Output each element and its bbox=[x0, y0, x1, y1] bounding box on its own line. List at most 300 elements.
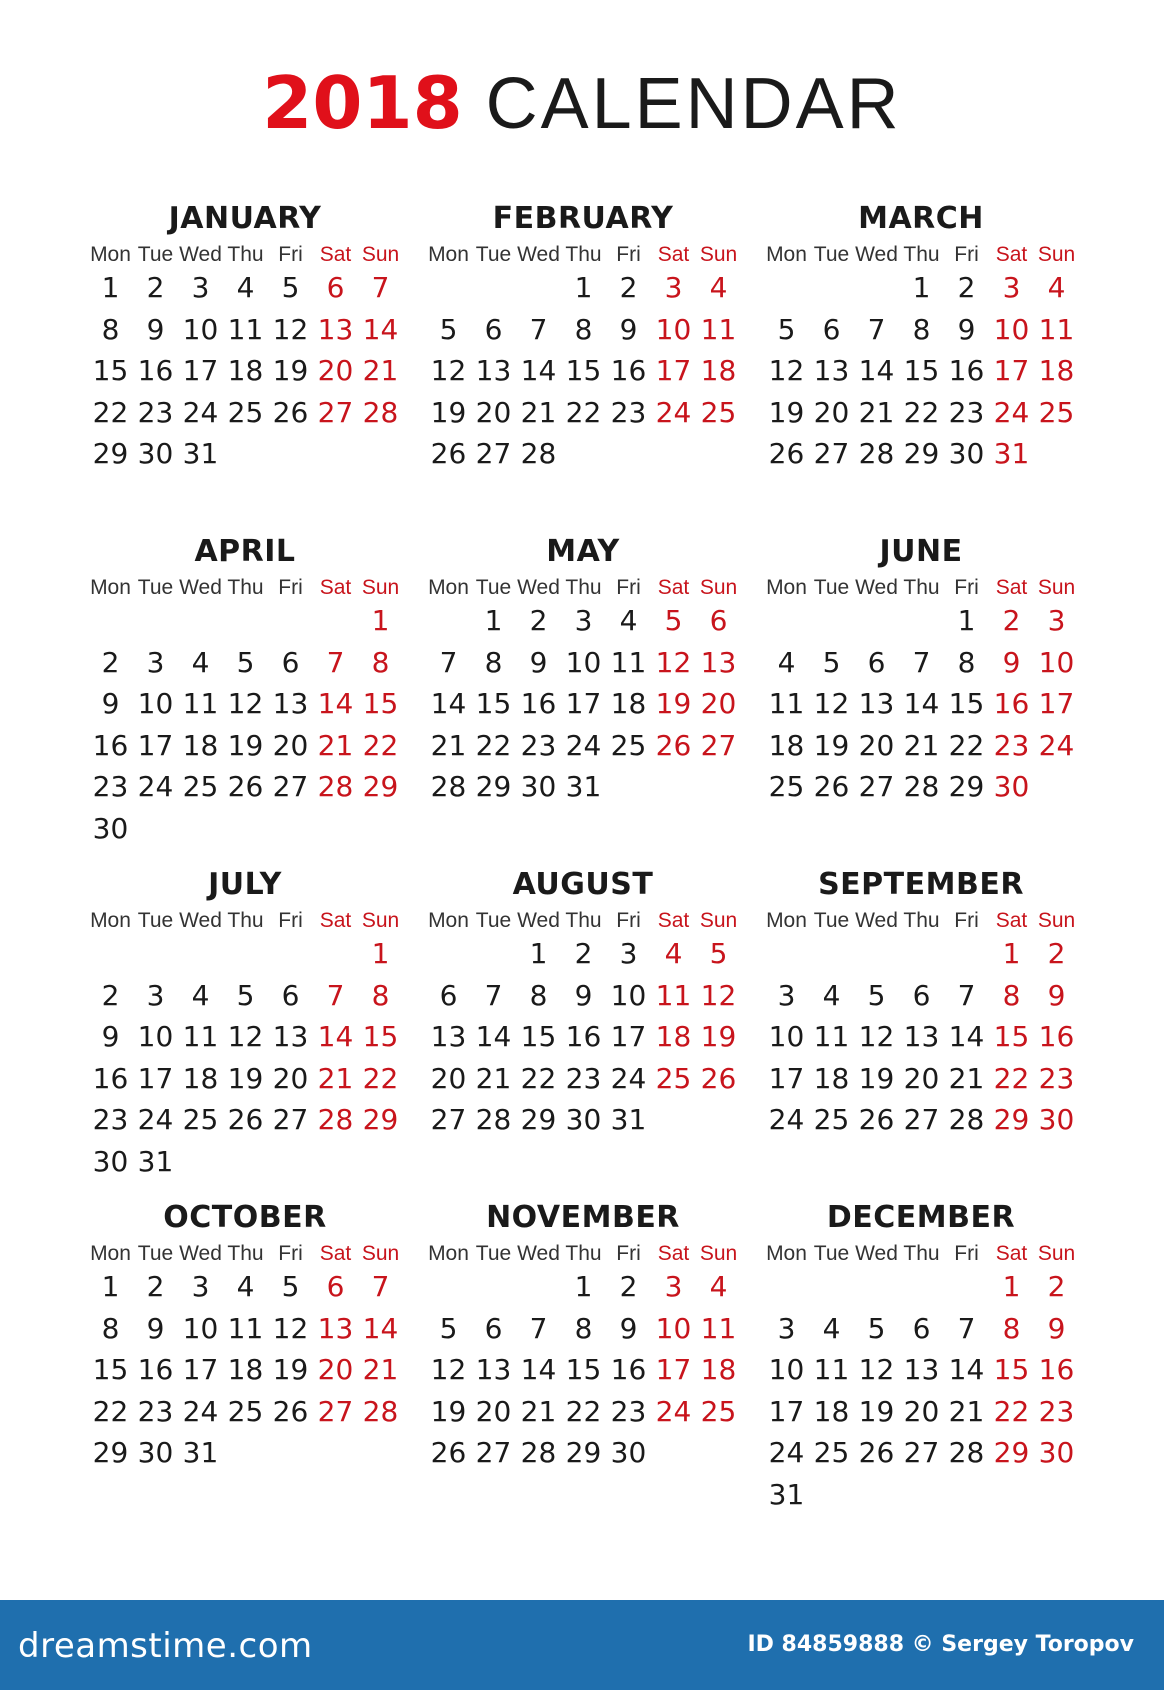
day-cell: 30 bbox=[137, 1436, 174, 1469]
day-cell: 26 bbox=[768, 437, 805, 470]
day-cell: 18 bbox=[700, 354, 737, 387]
page-title bbox=[0, 58, 1164, 149]
weekday-header-fri: Fri bbox=[278, 243, 303, 266]
day-cell: 18 bbox=[182, 1061, 219, 1095]
day-cell: 20 bbox=[317, 1353, 354, 1386]
day-cell: 21 bbox=[520, 395, 557, 429]
day-cell: 9 bbox=[146, 312, 165, 346]
day-cell: 15 bbox=[993, 1353, 1030, 1386]
day-cell: 3 bbox=[146, 645, 165, 679]
weekday-header-wed: Wed bbox=[517, 909, 560, 932]
day-cell: 16 bbox=[137, 1353, 174, 1386]
month-name: NOVEMBER bbox=[486, 1200, 680, 1235]
day-cell: 29 bbox=[993, 1103, 1030, 1136]
day-cell: 8 bbox=[574, 312, 593, 346]
day-cell: 14 bbox=[520, 354, 557, 387]
day-cell: 5 bbox=[777, 312, 796, 346]
day-cell: 4 bbox=[822, 978, 841, 1012]
weekday-header-mon: Mon bbox=[766, 576, 807, 599]
day-cell: 30 bbox=[92, 811, 129, 845]
weekday-header-sun: Sun bbox=[1037, 1242, 1076, 1265]
day-cell: 23 bbox=[610, 1394, 647, 1428]
day-cell: 11 bbox=[610, 645, 647, 679]
day-cell: 8 bbox=[484, 645, 503, 679]
day-cell: 22 bbox=[92, 395, 129, 429]
day-cell: 25 bbox=[655, 1061, 692, 1095]
day-cell: 11 bbox=[227, 312, 264, 346]
day-cell: 28 bbox=[317, 770, 354, 803]
month-april bbox=[88, 533, 402, 863]
day-cell: 17 bbox=[655, 354, 692, 387]
day-cell: 18 bbox=[813, 1061, 850, 1095]
day-cell: 9 bbox=[574, 978, 593, 1012]
day-cell: 10 bbox=[565, 645, 602, 679]
day-cell: 31 bbox=[182, 437, 219, 470]
day-cell: 4 bbox=[236, 1270, 255, 1303]
day-cell: 6 bbox=[867, 645, 886, 679]
day-cell: 8 bbox=[371, 645, 390, 679]
day-cell: 11 bbox=[700, 312, 737, 346]
weekday-header-sun: Sun bbox=[361, 576, 400, 599]
day-cell: 8 bbox=[529, 978, 548, 1012]
day-cell: 13 bbox=[475, 354, 512, 387]
weekday-header-tue: Tue bbox=[813, 576, 850, 599]
day-cell: 16 bbox=[610, 1353, 647, 1386]
weekday-header-tue: Tue bbox=[813, 243, 850, 266]
day-cell: 26 bbox=[227, 770, 264, 803]
day-cell: 11 bbox=[700, 1311, 737, 1345]
day-cell: 29 bbox=[362, 1103, 399, 1136]
day-cell: 2 bbox=[1002, 604, 1021, 637]
day-cell: 12 bbox=[272, 312, 309, 346]
weekday-header-sat: Sat bbox=[319, 909, 352, 932]
day-cell: 27 bbox=[858, 770, 895, 803]
day-cell: 26 bbox=[227, 1103, 264, 1136]
day-cell: 7 bbox=[326, 978, 345, 1012]
day-cell: 30 bbox=[993, 770, 1030, 803]
day-cell: 28 bbox=[475, 1103, 512, 1136]
day-cell: 20 bbox=[858, 728, 895, 762]
day-cell: 16 bbox=[137, 354, 174, 387]
weekday-header-sat: Sat bbox=[657, 1242, 690, 1265]
weekday-header-fri: Fri bbox=[954, 1242, 979, 1265]
month-name: MAY bbox=[546, 534, 620, 569]
day-cell: 15 bbox=[565, 1353, 602, 1386]
month-august bbox=[426, 866, 740, 1196]
weekday-header-sat: Sat bbox=[995, 576, 1028, 599]
day-cell: 8 bbox=[101, 312, 120, 346]
day-cell: 16 bbox=[565, 1020, 602, 1053]
day-cell: 26 bbox=[272, 1394, 309, 1428]
weekday-header-sat: Sat bbox=[319, 243, 352, 266]
day-cell: 29 bbox=[92, 437, 129, 470]
day-cell: 13 bbox=[317, 312, 354, 346]
day-cell: 2 bbox=[619, 271, 638, 304]
day-cell: 31 bbox=[182, 1436, 219, 1469]
day-cell: 25 bbox=[182, 1103, 219, 1136]
day-cell: 27 bbox=[317, 1394, 354, 1428]
day-cell: 24 bbox=[768, 1103, 805, 1136]
day-cell: 6 bbox=[912, 1311, 931, 1345]
weekday-header-sat: Sat bbox=[657, 243, 690, 266]
weekday-header-wed: Wed bbox=[517, 243, 560, 266]
day-cell: 25 bbox=[1038, 395, 1075, 429]
day-cell: 3 bbox=[664, 1270, 683, 1303]
day-cell: 28 bbox=[948, 1103, 985, 1136]
day-cell: 6 bbox=[912, 978, 931, 1012]
weekday-header-thu: Thu bbox=[565, 1242, 602, 1265]
day-cell: 26 bbox=[858, 1436, 895, 1469]
day-cell: 3 bbox=[664, 271, 683, 304]
day-cell: 22 bbox=[475, 728, 512, 762]
day-cell: 6 bbox=[484, 312, 503, 346]
day-cell: 5 bbox=[867, 978, 886, 1012]
day-cell: 21 bbox=[362, 354, 399, 387]
weekday-header-wed: Wed bbox=[855, 909, 898, 932]
day-cell: 17 bbox=[768, 1061, 805, 1095]
day-cell: 12 bbox=[655, 645, 692, 679]
day-cell: 27 bbox=[813, 437, 850, 470]
month-november bbox=[426, 1199, 740, 1529]
weekday-header-wed: Wed bbox=[179, 909, 222, 932]
day-cell: 2 bbox=[574, 937, 593, 970]
day-cell: 29 bbox=[92, 1436, 129, 1469]
day-cell: 29 bbox=[362, 770, 399, 803]
day-cell: 23 bbox=[993, 728, 1030, 762]
day-cell: 5 bbox=[236, 978, 255, 1012]
weekday-header-sat: Sat bbox=[319, 576, 352, 599]
day-cell: 13 bbox=[903, 1353, 940, 1386]
weekday-header-mon: Mon bbox=[90, 909, 131, 932]
day-cell: 15 bbox=[993, 1020, 1030, 1053]
day-cell: 3 bbox=[191, 1270, 210, 1303]
month-name: OCTOBER bbox=[163, 1200, 327, 1235]
weekday-header-fri: Fri bbox=[278, 576, 303, 599]
weekday-header-sun: Sun bbox=[699, 909, 738, 932]
brand-logo-text[interactable]: dreamstime.com bbox=[18, 1626, 313, 1666]
day-cell: 18 bbox=[227, 354, 264, 387]
weekday-header-sat: Sat bbox=[657, 909, 690, 932]
day-cell: 11 bbox=[768, 687, 805, 720]
day-cell: 28 bbox=[858, 437, 895, 470]
day-cell: 19 bbox=[272, 354, 309, 387]
day-cell: 24 bbox=[182, 1394, 219, 1428]
weekday-header-fri: Fri bbox=[954, 909, 979, 932]
day-cell: 13 bbox=[858, 687, 895, 720]
day-cell: 10 bbox=[1038, 645, 1075, 679]
day-cell: 1 bbox=[1002, 1270, 1021, 1303]
weekday-header-sun: Sun bbox=[699, 243, 738, 266]
day-cell: 16 bbox=[1038, 1020, 1075, 1053]
weekday-header-wed: Wed bbox=[179, 243, 222, 266]
weekday-header-tue: Tue bbox=[137, 576, 174, 599]
day-cell: 19 bbox=[858, 1061, 895, 1095]
day-cell: 9 bbox=[529, 645, 548, 679]
day-cell: 12 bbox=[858, 1353, 895, 1386]
day-cell: 24 bbox=[565, 728, 602, 762]
day-cell: 29 bbox=[903, 437, 940, 470]
day-cell: 1 bbox=[371, 604, 390, 637]
day-cell: 22 bbox=[362, 1061, 399, 1095]
day-cell: 21 bbox=[362, 1353, 399, 1386]
day-cell: 2 bbox=[146, 1270, 165, 1303]
day-cell: 17 bbox=[610, 1020, 647, 1053]
weekday-header-mon: Mon bbox=[90, 1242, 131, 1265]
day-cell: 10 bbox=[993, 312, 1030, 346]
weekday-header-tue: Tue bbox=[813, 1242, 850, 1265]
day-cell: 8 bbox=[912, 312, 931, 346]
day-cell: 6 bbox=[709, 604, 728, 637]
day-cell: 24 bbox=[993, 395, 1030, 429]
day-cell: 30 bbox=[948, 437, 985, 470]
day-cell: 10 bbox=[182, 1311, 219, 1345]
day-cell: 23 bbox=[92, 1103, 129, 1136]
weekday-header-mon: Mon bbox=[90, 576, 131, 599]
day-cell: 28 bbox=[430, 770, 467, 803]
day-cell: 6 bbox=[326, 1270, 345, 1303]
month-july bbox=[88, 866, 402, 1196]
day-cell: 12 bbox=[813, 687, 850, 720]
day-cell: 14 bbox=[362, 312, 399, 346]
month-name: APRIL bbox=[194, 534, 296, 569]
day-cell: 15 bbox=[362, 1020, 399, 1053]
weekday-header-sun: Sun bbox=[699, 1242, 738, 1265]
month-name: JANUARY bbox=[168, 201, 322, 236]
day-cell: 24 bbox=[1038, 728, 1075, 762]
day-cell: 3 bbox=[1002, 271, 1021, 304]
title-year: 2018 bbox=[262, 61, 463, 145]
day-cell: 5 bbox=[236, 645, 255, 679]
weekday-header-thu: Thu bbox=[903, 909, 940, 932]
day-cell: 7 bbox=[439, 645, 458, 679]
day-cell: 28 bbox=[317, 1103, 354, 1136]
day-cell: 4 bbox=[191, 978, 210, 1012]
day-cell: 30 bbox=[92, 1144, 129, 1178]
day-cell: 13 bbox=[700, 645, 737, 679]
day-cell: 19 bbox=[430, 1394, 467, 1428]
day-cell: 21 bbox=[475, 1061, 512, 1095]
day-cell: 11 bbox=[655, 978, 692, 1012]
month-september bbox=[764, 866, 1078, 1196]
weekday-header-mon: Mon bbox=[766, 243, 807, 266]
day-cell: 21 bbox=[903, 728, 940, 762]
day-cell: 25 bbox=[227, 395, 264, 429]
day-cell: 31 bbox=[768, 1477, 805, 1511]
day-cell: 12 bbox=[858, 1020, 895, 1053]
day-cell: 2 bbox=[101, 645, 120, 679]
day-cell: 31 bbox=[993, 437, 1030, 470]
day-cell: 23 bbox=[565, 1061, 602, 1095]
day-cell: 21 bbox=[430, 728, 467, 762]
weekday-header-tue: Tue bbox=[475, 1242, 512, 1265]
day-cell: 20 bbox=[903, 1394, 940, 1428]
day-cell: 8 bbox=[957, 645, 976, 679]
day-cell: 29 bbox=[475, 770, 512, 803]
weekday-header-fri: Fri bbox=[616, 1242, 641, 1265]
day-cell: 12 bbox=[272, 1311, 309, 1345]
day-cell: 10 bbox=[182, 312, 219, 346]
day-cell: 14 bbox=[475, 1020, 512, 1053]
day-cell: 21 bbox=[858, 395, 895, 429]
day-cell: 1 bbox=[529, 937, 548, 970]
day-cell: 15 bbox=[92, 354, 129, 387]
day-cell: 13 bbox=[272, 687, 309, 720]
month-october bbox=[88, 1199, 402, 1529]
month-name: DECEMBER bbox=[826, 1200, 1016, 1235]
day-cell: 14 bbox=[317, 687, 354, 720]
day-cell: 7 bbox=[326, 645, 345, 679]
month-name: JULY bbox=[208, 867, 282, 902]
day-cell: 25 bbox=[182, 770, 219, 803]
day-cell: 13 bbox=[430, 1020, 467, 1053]
day-cell: 25 bbox=[700, 395, 737, 429]
day-cell: 6 bbox=[484, 1311, 503, 1345]
weekday-header-sun: Sun bbox=[699, 576, 738, 599]
day-cell: 3 bbox=[777, 978, 796, 1012]
weekday-header-thu: Thu bbox=[565, 243, 602, 266]
day-cell: 7 bbox=[484, 978, 503, 1012]
day-cell: 10 bbox=[610, 978, 647, 1012]
day-cell: 5 bbox=[281, 271, 300, 304]
day-cell: 4 bbox=[709, 1270, 728, 1303]
weekday-header-mon: Mon bbox=[428, 243, 469, 266]
day-cell: 24 bbox=[655, 395, 692, 429]
day-cell: 28 bbox=[362, 395, 399, 429]
day-cell: 27 bbox=[475, 437, 512, 470]
day-cell: 22 bbox=[92, 1394, 129, 1428]
day-cell: 20 bbox=[813, 395, 850, 429]
day-cell: 17 bbox=[137, 728, 174, 762]
day-cell: 7 bbox=[867, 312, 886, 346]
day-cell: 27 bbox=[272, 1103, 309, 1136]
day-cell: 17 bbox=[993, 354, 1030, 387]
day-cell: 22 bbox=[565, 1394, 602, 1428]
weekday-header-fri: Fri bbox=[278, 1242, 303, 1265]
day-cell: 6 bbox=[439, 978, 458, 1012]
day-cell: 15 bbox=[565, 354, 602, 387]
weekday-header-fri: Fri bbox=[616, 909, 641, 932]
day-cell: 23 bbox=[520, 728, 557, 762]
day-cell: 15 bbox=[475, 687, 512, 720]
day-cell: 25 bbox=[768, 770, 805, 803]
day-cell: 26 bbox=[430, 437, 467, 470]
day-cell: 25 bbox=[700, 1394, 737, 1428]
day-cell: 27 bbox=[475, 1436, 512, 1469]
day-cell: 30 bbox=[1038, 1103, 1075, 1136]
day-cell: 28 bbox=[948, 1436, 985, 1469]
day-cell: 9 bbox=[101, 1020, 120, 1053]
day-cell: 14 bbox=[430, 687, 467, 720]
month-name: JUNE bbox=[879, 534, 963, 569]
day-cell: 23 bbox=[1038, 1061, 1075, 1095]
day-cell: 5 bbox=[439, 312, 458, 346]
day-cell: 21 bbox=[948, 1394, 985, 1428]
day-cell: 25 bbox=[813, 1436, 850, 1469]
weekday-header-tue: Tue bbox=[475, 909, 512, 932]
day-cell: 26 bbox=[272, 395, 309, 429]
month-name: SEPTEMBER bbox=[818, 867, 1024, 902]
weekday-header-wed: Wed bbox=[855, 243, 898, 266]
day-cell: 11 bbox=[1038, 312, 1075, 346]
day-cell: 27 bbox=[903, 1436, 940, 1469]
day-cell: 15 bbox=[362, 687, 399, 720]
day-cell: 7 bbox=[529, 1311, 548, 1345]
day-cell: 2 bbox=[529, 604, 548, 637]
day-cell: 19 bbox=[227, 1061, 264, 1095]
title-word: CALENDAR bbox=[485, 64, 902, 144]
day-cell: 7 bbox=[371, 1270, 390, 1303]
weekday-header-sun: Sun bbox=[1037, 909, 1076, 932]
day-cell: 16 bbox=[92, 1061, 129, 1095]
day-cell: 4 bbox=[1047, 271, 1066, 304]
day-cell: 19 bbox=[227, 728, 264, 762]
day-cell: 20 bbox=[317, 354, 354, 387]
month-name: AUGUST bbox=[512, 867, 654, 902]
day-cell: 18 bbox=[182, 728, 219, 762]
day-cell: 27 bbox=[430, 1103, 467, 1136]
day-cell: 6 bbox=[822, 312, 841, 346]
weekday-header-mon: Mon bbox=[766, 1242, 807, 1265]
day-cell: 22 bbox=[993, 1061, 1030, 1095]
day-cell: 18 bbox=[1038, 354, 1075, 387]
day-cell: 12 bbox=[430, 354, 467, 387]
day-cell: 9 bbox=[146, 1311, 165, 1345]
day-cell: 30 bbox=[610, 1436, 647, 1469]
day-cell: 20 bbox=[272, 728, 309, 762]
day-cell: 6 bbox=[281, 645, 300, 679]
day-cell: 9 bbox=[957, 312, 976, 346]
day-cell: 16 bbox=[948, 354, 985, 387]
weekday-header-thu: Thu bbox=[565, 576, 602, 599]
day-cell: 12 bbox=[768, 354, 805, 387]
day-cell: 28 bbox=[520, 437, 557, 470]
weekday-header-wed: Wed bbox=[517, 576, 560, 599]
day-cell: 17 bbox=[1038, 687, 1075, 720]
weekday-header-tue: Tue bbox=[137, 1242, 174, 1265]
day-cell: 7 bbox=[529, 312, 548, 346]
day-cell: 15 bbox=[948, 687, 985, 720]
weekday-header-sat: Sat bbox=[995, 243, 1028, 266]
weekday-header-wed: Wed bbox=[855, 576, 898, 599]
day-cell: 22 bbox=[948, 728, 985, 762]
day-cell: 24 bbox=[182, 395, 219, 429]
month-june bbox=[764, 533, 1078, 863]
month-may bbox=[426, 533, 740, 863]
weekday-header-wed: Wed bbox=[517, 1242, 560, 1265]
day-cell: 23 bbox=[92, 770, 129, 803]
day-cell: 10 bbox=[137, 1020, 174, 1053]
day-cell: 2 bbox=[619, 1270, 638, 1303]
day-cell: 1 bbox=[574, 1270, 593, 1303]
weekday-header-tue: Tue bbox=[137, 243, 174, 266]
day-cell: 12 bbox=[700, 978, 737, 1012]
day-cell: 5 bbox=[709, 937, 728, 970]
weekday-header-fri: Fri bbox=[278, 909, 303, 932]
day-cell: 12 bbox=[430, 1353, 467, 1386]
weekday-header-sun: Sun bbox=[361, 909, 400, 932]
day-cell: 21 bbox=[520, 1394, 557, 1428]
day-cell: 21 bbox=[948, 1061, 985, 1095]
weekday-header-fri: Fri bbox=[616, 243, 641, 266]
day-cell: 15 bbox=[520, 1020, 557, 1053]
day-cell: 1 bbox=[574, 271, 593, 304]
day-cell: 28 bbox=[362, 1394, 399, 1428]
day-cell: 22 bbox=[903, 395, 940, 429]
day-cell: 20 bbox=[475, 1394, 512, 1428]
day-cell: 12 bbox=[227, 687, 264, 720]
day-cell: 16 bbox=[610, 354, 647, 387]
day-cell: 20 bbox=[272, 1061, 309, 1095]
